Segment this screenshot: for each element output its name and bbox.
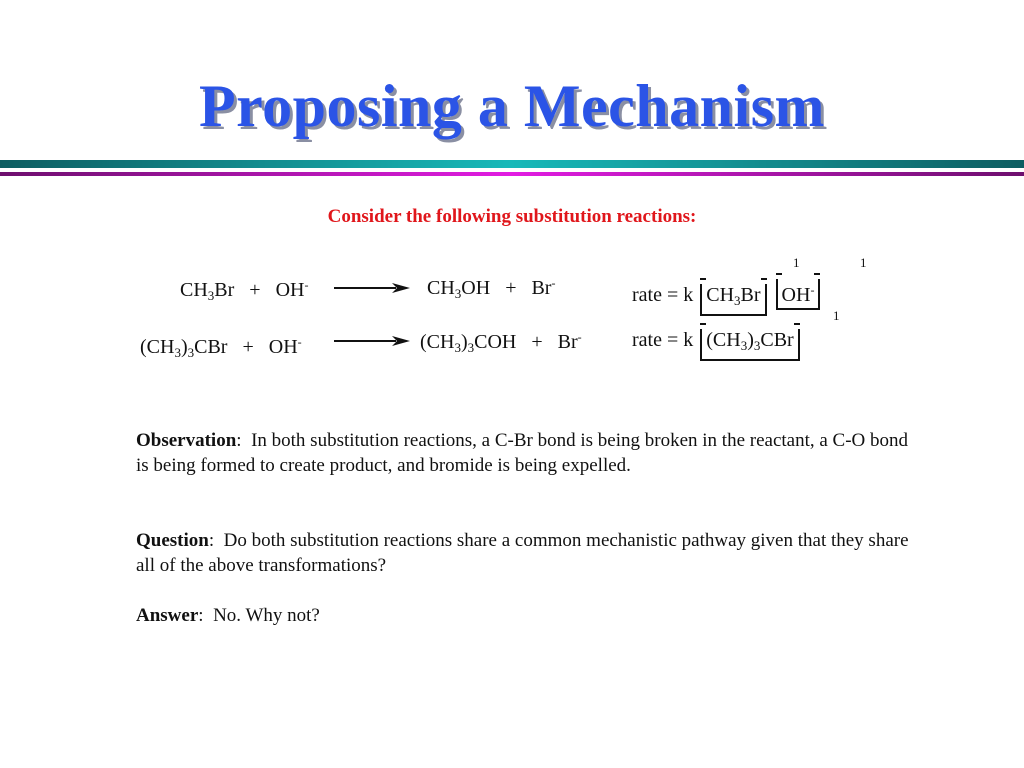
reaction2-rate-law: [632, 329, 802, 361]
reaction1-rate-term-2: OH-: [776, 279, 821, 310]
reaction2-product-b: Br-: [557, 330, 582, 353]
slide-subtitle: Consider the following substitution reactions:: [327, 206, 697, 227]
reaction2-products: [420, 330, 582, 356]
question-text: Do both substitution reactions share a common mechanistic pathway given that they share all of the above transformations?: [136, 530, 909, 576]
reaction1-arrow-icon: [332, 280, 412, 296]
answer-text: No. Why not?: [213, 605, 320, 626]
plus-sign: +: [505, 277, 517, 299]
plus-sign: +: [531, 331, 543, 353]
rate-prefix: rate = k: [632, 329, 694, 351]
reaction1-order-1: 1: [793, 255, 800, 270]
reaction1-reactant-b: OH-: [275, 278, 309, 301]
reaction1-product-b: Br-: [531, 276, 556, 299]
question-label: Question: [136, 530, 209, 551]
reaction2-reactant-b: OH-: [268, 335, 302, 358]
plus-sign: +: [249, 279, 261, 301]
reaction2-arrow-icon: [332, 333, 412, 349]
answer-paragraph: Answer: No. Why not?: [136, 605, 320, 626]
reaction2-order-1: 1: [833, 308, 840, 323]
reaction1-rate-law: [632, 279, 822, 316]
magenta-divider: [0, 172, 1024, 176]
rate-prefix: rate = k: [632, 284, 694, 306]
reaction1-products: [427, 276, 555, 302]
plus-sign: +: [242, 336, 254, 358]
observation-text: In both substitution reactions, a C-Br bond is being broken in the reactant, a C-O bond is being formed to create product, and bromide is being expelled.: [136, 430, 909, 476]
reaction1-rate-term-1: $CH_3Br$: [700, 284, 766, 316]
teal-divider: [0, 160, 1024, 168]
reaction1-reactant-a: $CH_3Br$: [180, 279, 235, 303]
reaction2-product-a: $(CH_3)_3COH$: [420, 331, 517, 355]
reaction1-product-a: $CH_3OH$: [427, 277, 491, 301]
observation-label: Observation: [136, 430, 237, 451]
slide-title: Proposing a Mechanism: [198, 73, 826, 139]
reaction2-rate-term-1: $(CH_3)_3CBr$: [700, 329, 799, 361]
question-paragraph: Question: Do both substitution reactions share a common mechanistic pathway given that they share all of the above transformations?: [136, 530, 909, 576]
observation-paragraph: Observation: In both substitution reactions, a C-Br bond is being broken in the reactant, a C-O bond is being formed to create product, and bromide is being expelled.: [136, 430, 909, 476]
reaction1-reactants: [180, 278, 308, 304]
reaction2-reactants: [140, 335, 302, 361]
reaction1-order-2: 1: [860, 255, 867, 270]
answer-label: Answer: [136, 605, 199, 626]
reaction2-reactant-a: $(CH_3)_3CBr$: [140, 336, 228, 360]
